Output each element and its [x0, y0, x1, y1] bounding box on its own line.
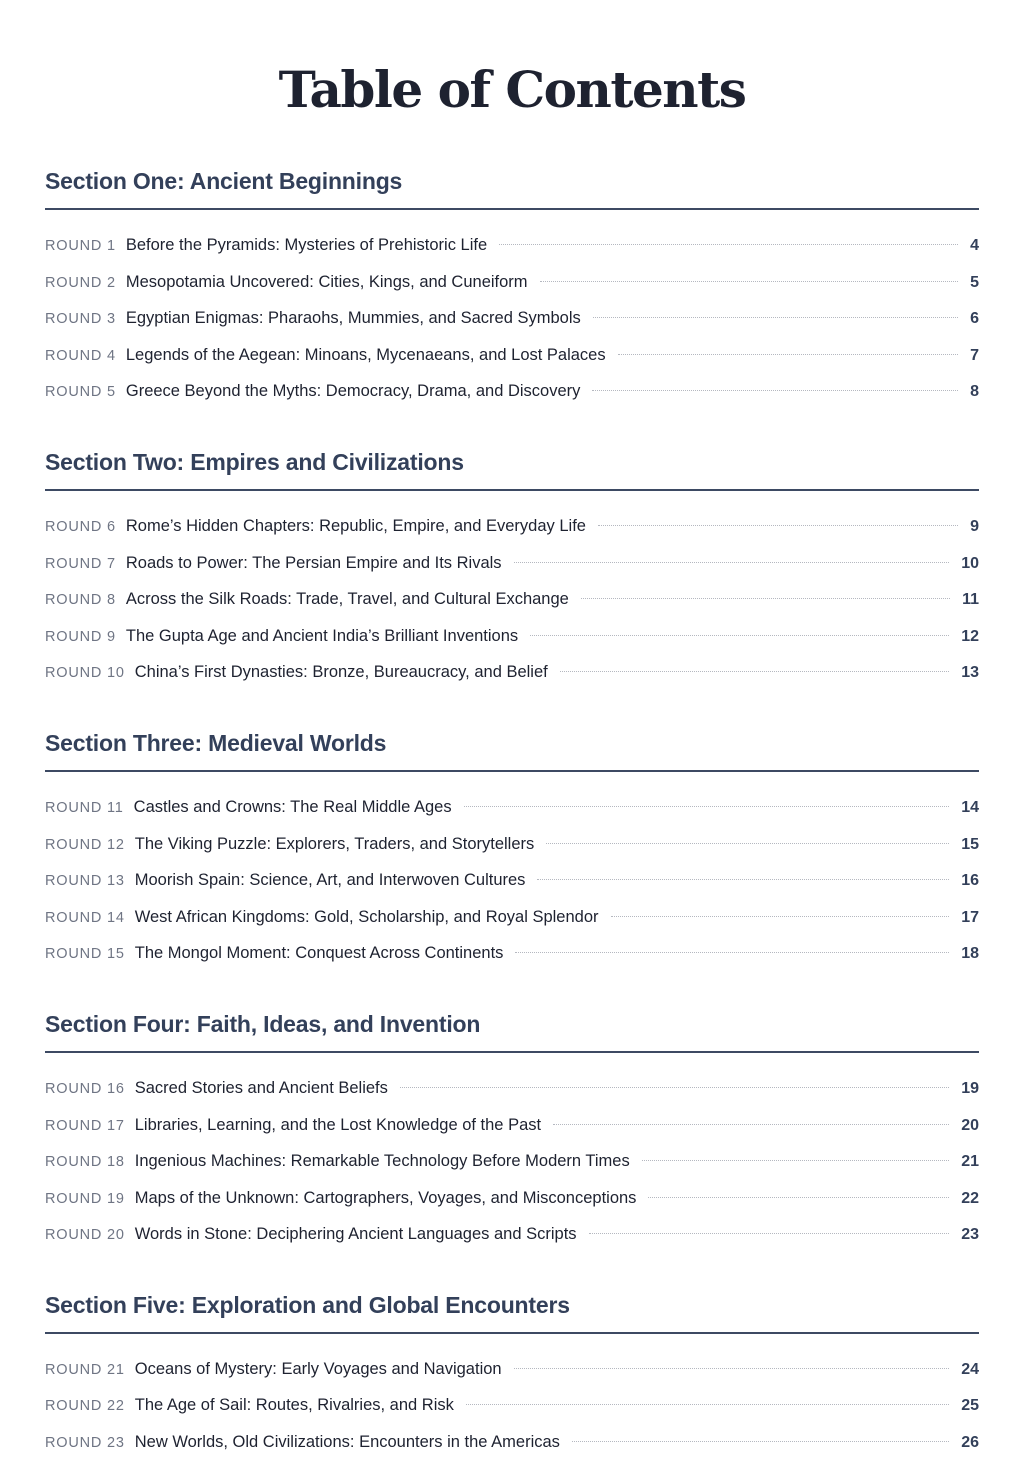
- entry-title: Before the Pyramids: Mysteries of Prehistoric Life: [125, 236, 488, 254]
- round-label: ROUND 15: [45, 946, 125, 963]
- page-number: 23: [961, 1226, 979, 1244]
- entry-title: Greece Beyond the Myths: Democracy, Drama, and Discovery: [125, 382, 581, 401]
- toc-section: [45, 165, 979, 410]
- entry-title: Sacred Stories and Ancient Beliefs: [134, 1078, 388, 1097]
- toc-entry[interactable]: [45, 337, 979, 374]
- entry-title: The Viking Puzzle: Explorers, Traders, and Storytellers: [134, 834, 535, 853]
- entry-title: Roads to Power: The Persian Empire and Its Rivals: [125, 553, 502, 572]
- dot-leader: [515, 952, 949, 953]
- toc-entry[interactable]: [45, 264, 979, 301]
- page-number: 22: [961, 1189, 979, 1207]
- toc-entry[interactable]: [45, 1424, 979, 1461]
- toc-entry[interactable]: [45, 1107, 979, 1144]
- page-number: 12: [961, 627, 979, 645]
- round-label: ROUND 2: [45, 274, 116, 291]
- round-label: ROUND 13: [45, 873, 125, 890]
- page-number: 6: [970, 310, 979, 328]
- section-divider: [45, 489, 979, 491]
- toc-entry[interactable]: [45, 618, 979, 655]
- section-divider: [45, 770, 979, 772]
- dot-leader: [598, 525, 958, 526]
- dot-leader: [642, 1160, 950, 1161]
- entry-title: The Mongol Moment: Conquest Across Continents: [134, 944, 504, 963]
- entry-title: Mesopotamia Uncovered: Cities, Kings, and Cuneiform: [125, 272, 528, 291]
- entry-title: Across the Silk Roads: Trade, Travel, and Cultural Exchange: [125, 590, 569, 609]
- toc-entry[interactable]: [45, 826, 979, 863]
- toc-entry[interactable]: [45, 899, 979, 936]
- toc-entry[interactable]: [45, 862, 979, 899]
- toc-entry[interactable]: [45, 1387, 979, 1424]
- toc-entry[interactable]: [45, 654, 979, 691]
- dot-leader: [537, 879, 949, 880]
- toc-entry[interactable]: [45, 545, 979, 582]
- entry-title: Egyptian Enigmas: Pharaohs, Mummies, and Sacred Symbols: [125, 309, 581, 328]
- entry-title: Words in Stone: Deciphering Ancient Languages and Scripts: [134, 1225, 577, 1244]
- toc-entry[interactable]: [45, 789, 979, 826]
- entry-title: New Worlds, Old Civilizations: Encounters in the Americas: [134, 1433, 560, 1452]
- entry-title: The Age of Sail: Routes, Rivalries, and Risk: [134, 1396, 454, 1415]
- entry-title: The Gupta Age and Ancient India’s Brilliant Inventions: [125, 626, 519, 645]
- page-number: 25: [961, 1397, 979, 1415]
- dot-leader: [466, 1404, 949, 1405]
- dot-leader: [400, 1087, 949, 1088]
- page-number: 16: [961, 872, 979, 890]
- section-heading: Section Three: Medieval Worlds: [45, 729, 387, 756]
- toc-entry[interactable]: [45, 1180, 979, 1217]
- entry-title: Oceans of Mystery: Early Voyages and Navigation: [134, 1359, 502, 1378]
- toc-entry[interactable]: [45, 1070, 979, 1107]
- dot-leader: [611, 916, 950, 917]
- page-number: 8: [970, 383, 979, 401]
- page-number: 24: [961, 1360, 979, 1378]
- dot-leader: [553, 1124, 949, 1125]
- round-label: ROUND 14: [45, 909, 125, 926]
- toc-section: [45, 727, 979, 972]
- toc-section: [45, 1289, 979, 1461]
- toc-sections: [45, 165, 979, 1461]
- dot-leader: [589, 1233, 950, 1234]
- page-number: 20: [961, 1116, 979, 1134]
- toc-section: [45, 1008, 979, 1253]
- entry-title: Moorish Spain: Science, Art, and Interwoven Cultures: [134, 871, 526, 890]
- entry-list: [45, 789, 979, 972]
- entry-list: [45, 508, 979, 691]
- dot-leader: [572, 1441, 949, 1442]
- toc-entry[interactable]: [45, 227, 979, 264]
- round-label: ROUND 5: [45, 384, 116, 401]
- entry-title: Ingenious Machines: Remarkable Technology Before Modern Times: [134, 1152, 630, 1171]
- round-label: ROUND 16: [45, 1080, 125, 1097]
- entry-title: China’s First Dynasties: Bronze, Bureaucracy, and Belief: [134, 663, 548, 682]
- entry-title: West African Kingdoms: Gold, Scholarship, and Royal Splendor: [134, 907, 599, 926]
- entry-list: [45, 1351, 979, 1461]
- toc-section: [45, 446, 979, 691]
- entry-title: Castles and Crowns: The Real Middle Ages: [133, 797, 452, 816]
- round-label: ROUND 8: [45, 592, 116, 609]
- page-number: 9: [970, 517, 979, 535]
- toc-entry[interactable]: [45, 581, 979, 618]
- page-title: Table of Contents: [278, 60, 746, 119]
- round-label: ROUND 18: [45, 1154, 125, 1171]
- entry-title: Legends of the Aegean: Minoans, Mycenaeans, and Lost Palaces: [125, 345, 606, 364]
- page-number: 10: [961, 554, 979, 572]
- dot-leader: [618, 354, 958, 355]
- round-label: ROUND 23: [45, 1435, 125, 1452]
- dot-leader: [593, 317, 958, 318]
- page-number: 15: [961, 835, 979, 853]
- page-number: 7: [970, 346, 979, 364]
- dot-leader: [464, 806, 950, 807]
- page-number: 26: [961, 1434, 979, 1452]
- round-label: ROUND 10: [45, 665, 125, 682]
- toc-entry[interactable]: [45, 373, 979, 410]
- toc-entry[interactable]: [45, 1351, 979, 1388]
- round-label: ROUND 9: [45, 628, 116, 645]
- entry-list: [45, 227, 979, 410]
- round-label: ROUND 11: [45, 799, 124, 816]
- page-number: 13: [961, 664, 979, 682]
- dot-leader: [514, 562, 950, 563]
- page-number: 4: [970, 237, 979, 254]
- section-heading: Section Two: Empires and Civilizations: [45, 448, 464, 475]
- dot-leader: [546, 843, 949, 844]
- section-divider: [45, 1332, 979, 1334]
- toc-entry[interactable]: [45, 508, 979, 545]
- toc-entry[interactable]: [45, 1143, 979, 1180]
- page-number: 21: [961, 1153, 979, 1171]
- toc-entry[interactable]: [45, 1216, 979, 1253]
- round-label: ROUND 17: [45, 1117, 125, 1134]
- entry-title: Rome’s Hidden Chapters: Republic, Empire, and Everyday Life: [125, 516, 586, 535]
- section-divider: [45, 1051, 979, 1053]
- entry-title: Libraries, Learning, and the Lost Knowledge of the Past: [134, 1115, 542, 1134]
- round-label: ROUND 19: [45, 1190, 125, 1207]
- section-heading: Section Five: Exploration and Global Encounters: [45, 1291, 570, 1318]
- dot-leader: [499, 244, 958, 245]
- entry-title: Maps of the Unknown: Cartographers, Voyages, and Misconceptions: [134, 1188, 637, 1207]
- round-label: ROUND 4: [45, 347, 116, 364]
- page-number: 14: [961, 798, 979, 816]
- section-heading: Section Four: Faith, Ideas, and Invention: [45, 1010, 481, 1037]
- section-divider: [45, 208, 979, 210]
- toc-entry[interactable]: [45, 300, 979, 337]
- dot-leader: [540, 281, 959, 282]
- section-heading: Section One: Ancient Beginnings: [45, 168, 403, 194]
- dot-leader: [581, 598, 950, 599]
- dot-leader: [560, 671, 949, 672]
- round-label: ROUND 12: [45, 836, 125, 853]
- page-number: 19: [961, 1079, 979, 1097]
- round-label: ROUND 7: [45, 555, 116, 572]
- round-label: ROUND 20: [45, 1227, 125, 1244]
- round-label: ROUND 3: [45, 311, 116, 328]
- toc-entry[interactable]: [45, 935, 979, 972]
- dot-leader: [648, 1197, 949, 1198]
- page-number: 18: [961, 945, 979, 963]
- round-label: ROUND 21: [45, 1361, 125, 1378]
- dot-leader: [514, 1368, 950, 1369]
- round-label: ROUND 1: [45, 238, 116, 254]
- round-label: ROUND 22: [45, 1398, 125, 1415]
- page-number: 5: [970, 273, 979, 291]
- round-label: ROUND 6: [45, 518, 116, 535]
- dot-leader: [592, 390, 958, 391]
- page-number: 11: [962, 591, 979, 609]
- dot-leader: [530, 635, 949, 636]
- entry-list: [45, 1070, 979, 1253]
- page-number: 17: [961, 908, 979, 926]
